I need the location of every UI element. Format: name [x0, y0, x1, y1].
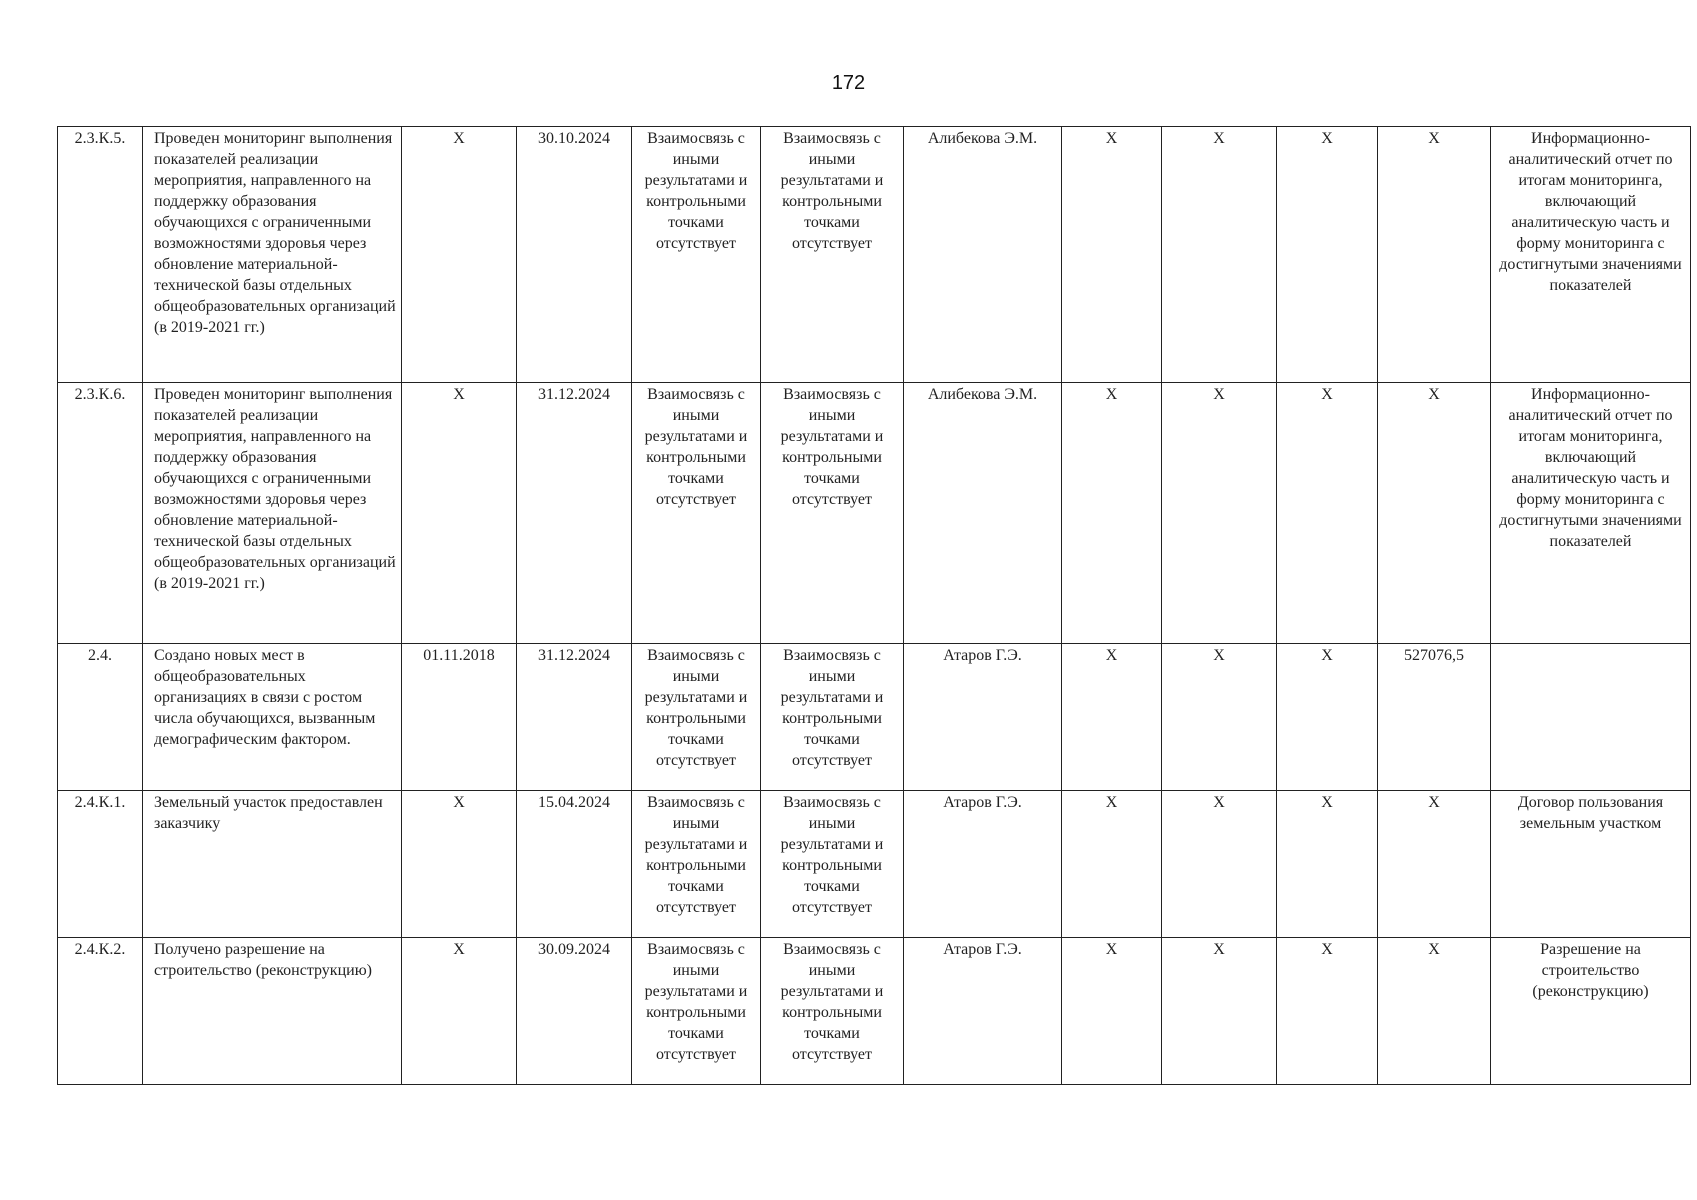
value-col-2: X [1162, 791, 1277, 938]
start-date: X [402, 791, 517, 938]
result-name: Проведен мониторинг выполнения показателей реализации мероприятия, направленного на поддержку образования обучающихся с ограниченными возможностями здоровья через обновление материальной-технической базы отдельных общеобразовательных организаций (в 2019-2021 гг.) [143, 127, 402, 383]
link-next: Взаимосвязь с иными результатами и контрольными точками отсутствует [761, 938, 904, 1085]
row-number: 2.4. [58, 644, 143, 791]
value-col-4: X [1378, 938, 1491, 1085]
value-col-1: X [1062, 644, 1162, 791]
page-number: 172 [831, 72, 866, 94]
end-date: 30.10.2024 [517, 127, 632, 383]
link-next: Взаимосвязь с иными результатами и контрольными точками отсутствует [761, 791, 904, 938]
table-row [58, 938, 1691, 1085]
result-name: Создано новых мест в общеобразовательных организациях в связи с ростом числа обучающихся, вызванным демографическим фактором. [143, 644, 402, 791]
document-type: Договор пользования земельным участком [1491, 791, 1691, 938]
document-type: Разрешение на строительство (реконструкцию) [1491, 938, 1691, 1085]
start-date: X [402, 127, 517, 383]
link-previous: Взаимосвязь с иными результатами и контрольными точками отсутствует [632, 791, 761, 938]
value-col-4: X [1378, 383, 1491, 644]
link-next: Взаимосвязь с иными результатами и контрольными точками отсутствует [761, 644, 904, 791]
value-col-2: X [1162, 938, 1277, 1085]
responsible: Алибекова Э.М. [904, 383, 1062, 644]
responsible: Атаров Г.Э. [904, 644, 1062, 791]
value-col-2: X [1162, 383, 1277, 644]
table-row [58, 127, 1691, 383]
link-previous: Взаимосвязь с иными результатами и контрольными точками отсутствует [632, 644, 761, 791]
value-col-1: X [1062, 938, 1162, 1085]
plan-table [57, 126, 1691, 1085]
table-row [58, 383, 1691, 644]
table-row [58, 644, 1691, 791]
start-date: X [402, 383, 517, 644]
responsible: Атаров Г.Э. [904, 938, 1062, 1085]
value-col-3: X [1277, 791, 1378, 938]
result-name: Получено разрешение на строительство (реконструкцию) [143, 938, 402, 1085]
link-previous: Взаимосвязь с иными результатами и контрольными точками отсутствует [632, 127, 761, 383]
value-col-3: X [1277, 644, 1378, 791]
document-type: Информационно-аналитический отчет по итогам мониторинга, включающий аналитическую часть и форму мониторинга с достигнутыми значениями показателей [1491, 127, 1691, 383]
link-next: Взаимосвязь с иными результатами и контрольными точками отсутствует [761, 383, 904, 644]
value-col-1: X [1062, 127, 1162, 383]
document-type [1491, 644, 1691, 791]
end-date: 31.12.2024 [517, 644, 632, 791]
link-previous: Взаимосвязь с иными результатами и контрольными точками отсутствует [632, 383, 761, 644]
value-col-3: X [1277, 383, 1378, 644]
document-type: Информационно-аналитический отчет по итогам мониторинга, включающий аналитическую часть и форму мониторинга с достигнутыми значениями показателей [1491, 383, 1691, 644]
responsible: Алибекова Э.М. [904, 127, 1062, 383]
start-date: X [402, 938, 517, 1085]
start-date: 01.11.2018 [402, 644, 517, 791]
row-number: 2.4.К.2. [58, 938, 143, 1085]
value-col-4: X [1378, 127, 1491, 383]
value-col-4: X [1378, 791, 1491, 938]
row-number: 2.3.К.5. [58, 127, 143, 383]
end-date: 30.09.2024 [517, 938, 632, 1085]
row-number: 2.3.К.6. [58, 383, 143, 644]
row-number: 2.4.К.1. [58, 791, 143, 938]
value-col-1: X [1062, 383, 1162, 644]
result-name: Проведен мониторинг выполнения показателей реализации мероприятия, направленного на поддержку образования обучающихся с ограниченными возможностями здоровья через обновление материальной-технической базы отдельных общеобразовательных организаций (в 2019-2021 гг.) [143, 383, 402, 644]
result-name: Земельный участок предоставлен заказчику [143, 791, 402, 938]
value-col-2: X [1162, 127, 1277, 383]
value-col-3: X [1277, 127, 1378, 383]
end-date: 15.04.2024 [517, 791, 632, 938]
table-row [58, 791, 1691, 938]
value-col-3: X [1277, 938, 1378, 1085]
responsible: Атаров Г.Э. [904, 791, 1062, 938]
value-col-1: X [1062, 791, 1162, 938]
link-next: Взаимосвязь с иными результатами и контрольными точками отсутствует [761, 127, 904, 383]
link-previous: Взаимосвязь с иными результатами и контрольными точками отсутствует [632, 938, 761, 1085]
value-col-4: 527076,5 [1378, 644, 1491, 791]
value-col-2: X [1162, 644, 1277, 791]
end-date: 31.12.2024 [517, 383, 632, 644]
